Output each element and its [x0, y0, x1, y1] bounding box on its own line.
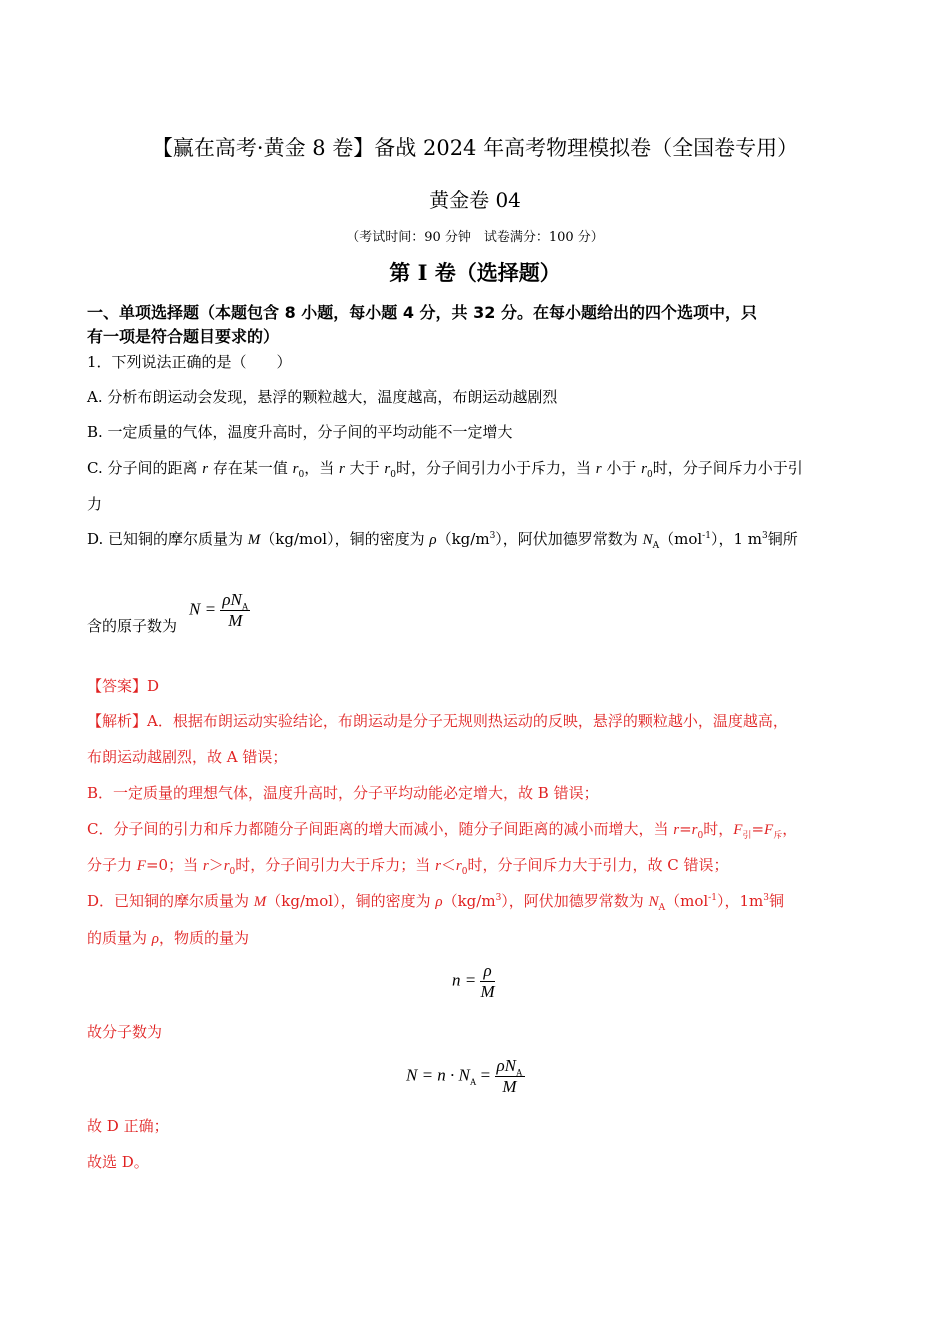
superscript-3: 3 — [763, 893, 769, 903]
superscript-3: 3 — [489, 531, 496, 541]
analysis-text: =0；当 — [145, 856, 203, 874]
analysis-count-text: 故分子数为 — [87, 1023, 163, 1041]
analysis-line-a2: 布朗运动越剧烈，故 A 错误； — [87, 748, 288, 766]
var-rho: ρ — [435, 894, 443, 910]
var-M: M — [253, 894, 267, 910]
question-stem: 1．下列说法正确的是（ ） — [87, 353, 292, 371]
analysis-text: ＞ — [208, 856, 224, 874]
option-d-text: 铜所 — [767, 530, 798, 548]
answer-label: 【答案】 — [87, 677, 148, 695]
analysis-line-c1 — [87, 818, 867, 841]
var-r: r — [202, 461, 209, 477]
var-r: r — [202, 858, 209, 874]
analysis-text: （kg/m — [442, 892, 496, 910]
analysis-text: C．分子间的引力和斥力都随分子间距离的增大而减小，随分子间距离的减小而增大，当 — [87, 820, 674, 838]
exam-info: （考试时间：90 分钟 试卷满分：100 分） — [346, 230, 604, 245]
subscript-A: A — [516, 1067, 523, 1078]
option-d-text: （mol — [659, 530, 703, 548]
subscript-A: A — [469, 1076, 477, 1087]
option-d-continued: 含的原子数为 — [87, 617, 178, 635]
var-r: r — [435, 858, 441, 874]
var-F: F — [764, 822, 774, 838]
var-r0: r — [691, 822, 698, 838]
option-c-text: C. 分子间的距离 — [87, 459, 203, 477]
formula-fraction — [495, 1056, 525, 1097]
subscript-0: 0 — [229, 867, 236, 877]
var-M: M — [247, 532, 261, 548]
option-d-text: ），1 m — [710, 530, 762, 548]
formula-numerator: ρN — [496, 1056, 516, 1075]
option-b: B. 一定质量的气体，温度升高时，分子间的平均动能不一定增大 — [87, 423, 513, 441]
analysis-line-b1: B．一定质量的理想气体，温度升高时，分子平均动能必定增大，故 B 错误； — [87, 784, 599, 802]
superscript-3: 3 — [495, 893, 502, 903]
formula-numerator: ρ — [480, 961, 494, 982]
section-heading-line-2: 有一项是符合题目要求的） — [87, 327, 280, 346]
analysis-text: ， — [782, 820, 798, 838]
option-d-text: （kg/mol），铜的密度为 — [260, 530, 430, 548]
analysis-text: 时， — [703, 820, 734, 838]
var-N: N — [642, 532, 653, 548]
analysis-text: ），阿伏加德罗常数为 — [501, 892, 649, 910]
subscript-A: A — [652, 541, 660, 551]
option-c — [87, 457, 867, 480]
formula-N-rhoNA-over-M — [189, 590, 250, 631]
answer-value: D — [147, 677, 160, 695]
formula-lhs: N = n · N — [406, 1065, 470, 1085]
option-d-text: ），阿伏加德罗常数为 — [495, 530, 643, 548]
var-r: r — [595, 461, 602, 477]
analysis-text: （mol — [665, 892, 709, 910]
formula-fraction — [220, 590, 250, 631]
superscript-minus-1: -1 — [702, 531, 711, 541]
option-c-text: 时，分子间斥力小于引 — [652, 459, 803, 477]
formula-fraction — [480, 961, 494, 1002]
analysis-text: 时，分子间引力大于斥力；当 — [235, 856, 436, 874]
formula-numerator: ρN — [222, 590, 242, 609]
var-r0: r — [384, 461, 391, 477]
var-F: F — [136, 858, 146, 874]
option-c-text: 小于 — [601, 459, 642, 477]
analysis-label: 【解析】 — [87, 712, 148, 730]
analysis-line-d1 — [87, 890, 867, 913]
var-r: r — [339, 461, 345, 477]
option-d-text: （kg/m — [436, 530, 490, 548]
subscript-A: A — [658, 903, 666, 913]
option-c-text: ，当 — [304, 459, 339, 477]
analysis-text: A．根据布朗运动实验结论，布朗运动是分子无规则热运动的反映，悬浮的颗粒越小，温度越高， — [147, 712, 788, 730]
analysis-text: = — [679, 820, 692, 838]
section-heading-line-1: 一、单项选择题（本题包含 8 小题，每小题 4 分，共 32 分。在每小题给出的四个选项中，只 — [87, 303, 757, 322]
var-r0: r — [641, 461, 647, 477]
analysis-line-a1 — [87, 710, 867, 732]
formula-lhs: n = — [452, 970, 477, 990]
volume-heading: 第 I 卷（选择题） — [389, 260, 561, 285]
formula-n-rho-over-M — [452, 961, 495, 1002]
formula-denominator: M — [480, 982, 495, 1001]
analysis-choose: 故选 D。 — [87, 1153, 149, 1171]
option-c-text: 时，分子间引力小于斥力，当 — [395, 459, 596, 477]
subscript-A: A — [241, 601, 249, 612]
var-r0: r — [223, 858, 230, 874]
analysis-text: ，物质的量为 — [158, 929, 249, 947]
subscript-0: 0 — [390, 470, 396, 480]
analysis-text: （kg/mol），铜的密度为 — [266, 892, 436, 910]
option-c-continued: 力 — [87, 495, 103, 513]
answer-line — [87, 675, 867, 697]
var-N: N — [648, 894, 659, 910]
document-title: 【赢在高考·黄金 8 卷】备战 2024 年高考物理模拟卷（全国卷专用） — [151, 136, 799, 160]
subscript-0: 0 — [646, 470, 653, 480]
option-d — [87, 528, 867, 551]
analysis-line-d2 — [87, 927, 867, 950]
option-a: A. 分析布朗运动会发现，悬浮的颗粒越大，温度越高，布朗运动越剧烈 — [87, 388, 558, 406]
var-r: r — [673, 822, 680, 838]
formula-equals: = — [480, 1065, 491, 1085]
option-d-text: D. 已知铜的摩尔质量为 — [87, 530, 248, 548]
superscript-3: 3 — [761, 531, 768, 541]
superscript-minus-1: -1 — [708, 893, 717, 903]
analysis-d-correct: 故 D 正确； — [87, 1117, 169, 1135]
var-r0: r — [292, 461, 299, 477]
subscript-0: 0 — [697, 831, 704, 841]
subscript-chi: 斥 — [773, 831, 783, 841]
formula-denominator: M — [228, 611, 243, 630]
formula-denominator: M — [502, 1077, 517, 1096]
var-rho: ρ — [151, 931, 159, 947]
analysis-line-c2 — [87, 854, 867, 877]
formula-N-n-NA — [406, 1056, 525, 1097]
analysis-text: ），1m — [716, 892, 764, 910]
analysis-text: 分子力 — [87, 856, 137, 874]
analysis-text: 的质量为 — [87, 929, 152, 947]
subscript-yin: 引 — [742, 831, 752, 841]
subscript-0: 0 — [298, 470, 305, 480]
var-F: F — [733, 822, 743, 838]
var-r0: r — [455, 858, 462, 874]
analysis-text: ＜ — [440, 856, 456, 874]
option-c-text: 大于 — [344, 459, 385, 477]
var-rho: ρ — [429, 532, 437, 548]
analysis-text: 时，分子间斥力大于引力，故 C 错误； — [467, 856, 729, 874]
analysis-text: 铜 — [768, 892, 784, 910]
formula-lhs: N = — [189, 599, 217, 619]
option-c-text: 存在某一值 — [208, 459, 293, 477]
analysis-text: = — [751, 820, 765, 838]
analysis-text: D．已知铜的摩尔质量为 — [87, 892, 254, 910]
subscript-0: 0 — [461, 867, 468, 877]
document-subtitle: 黄金卷 04 — [429, 188, 521, 212]
